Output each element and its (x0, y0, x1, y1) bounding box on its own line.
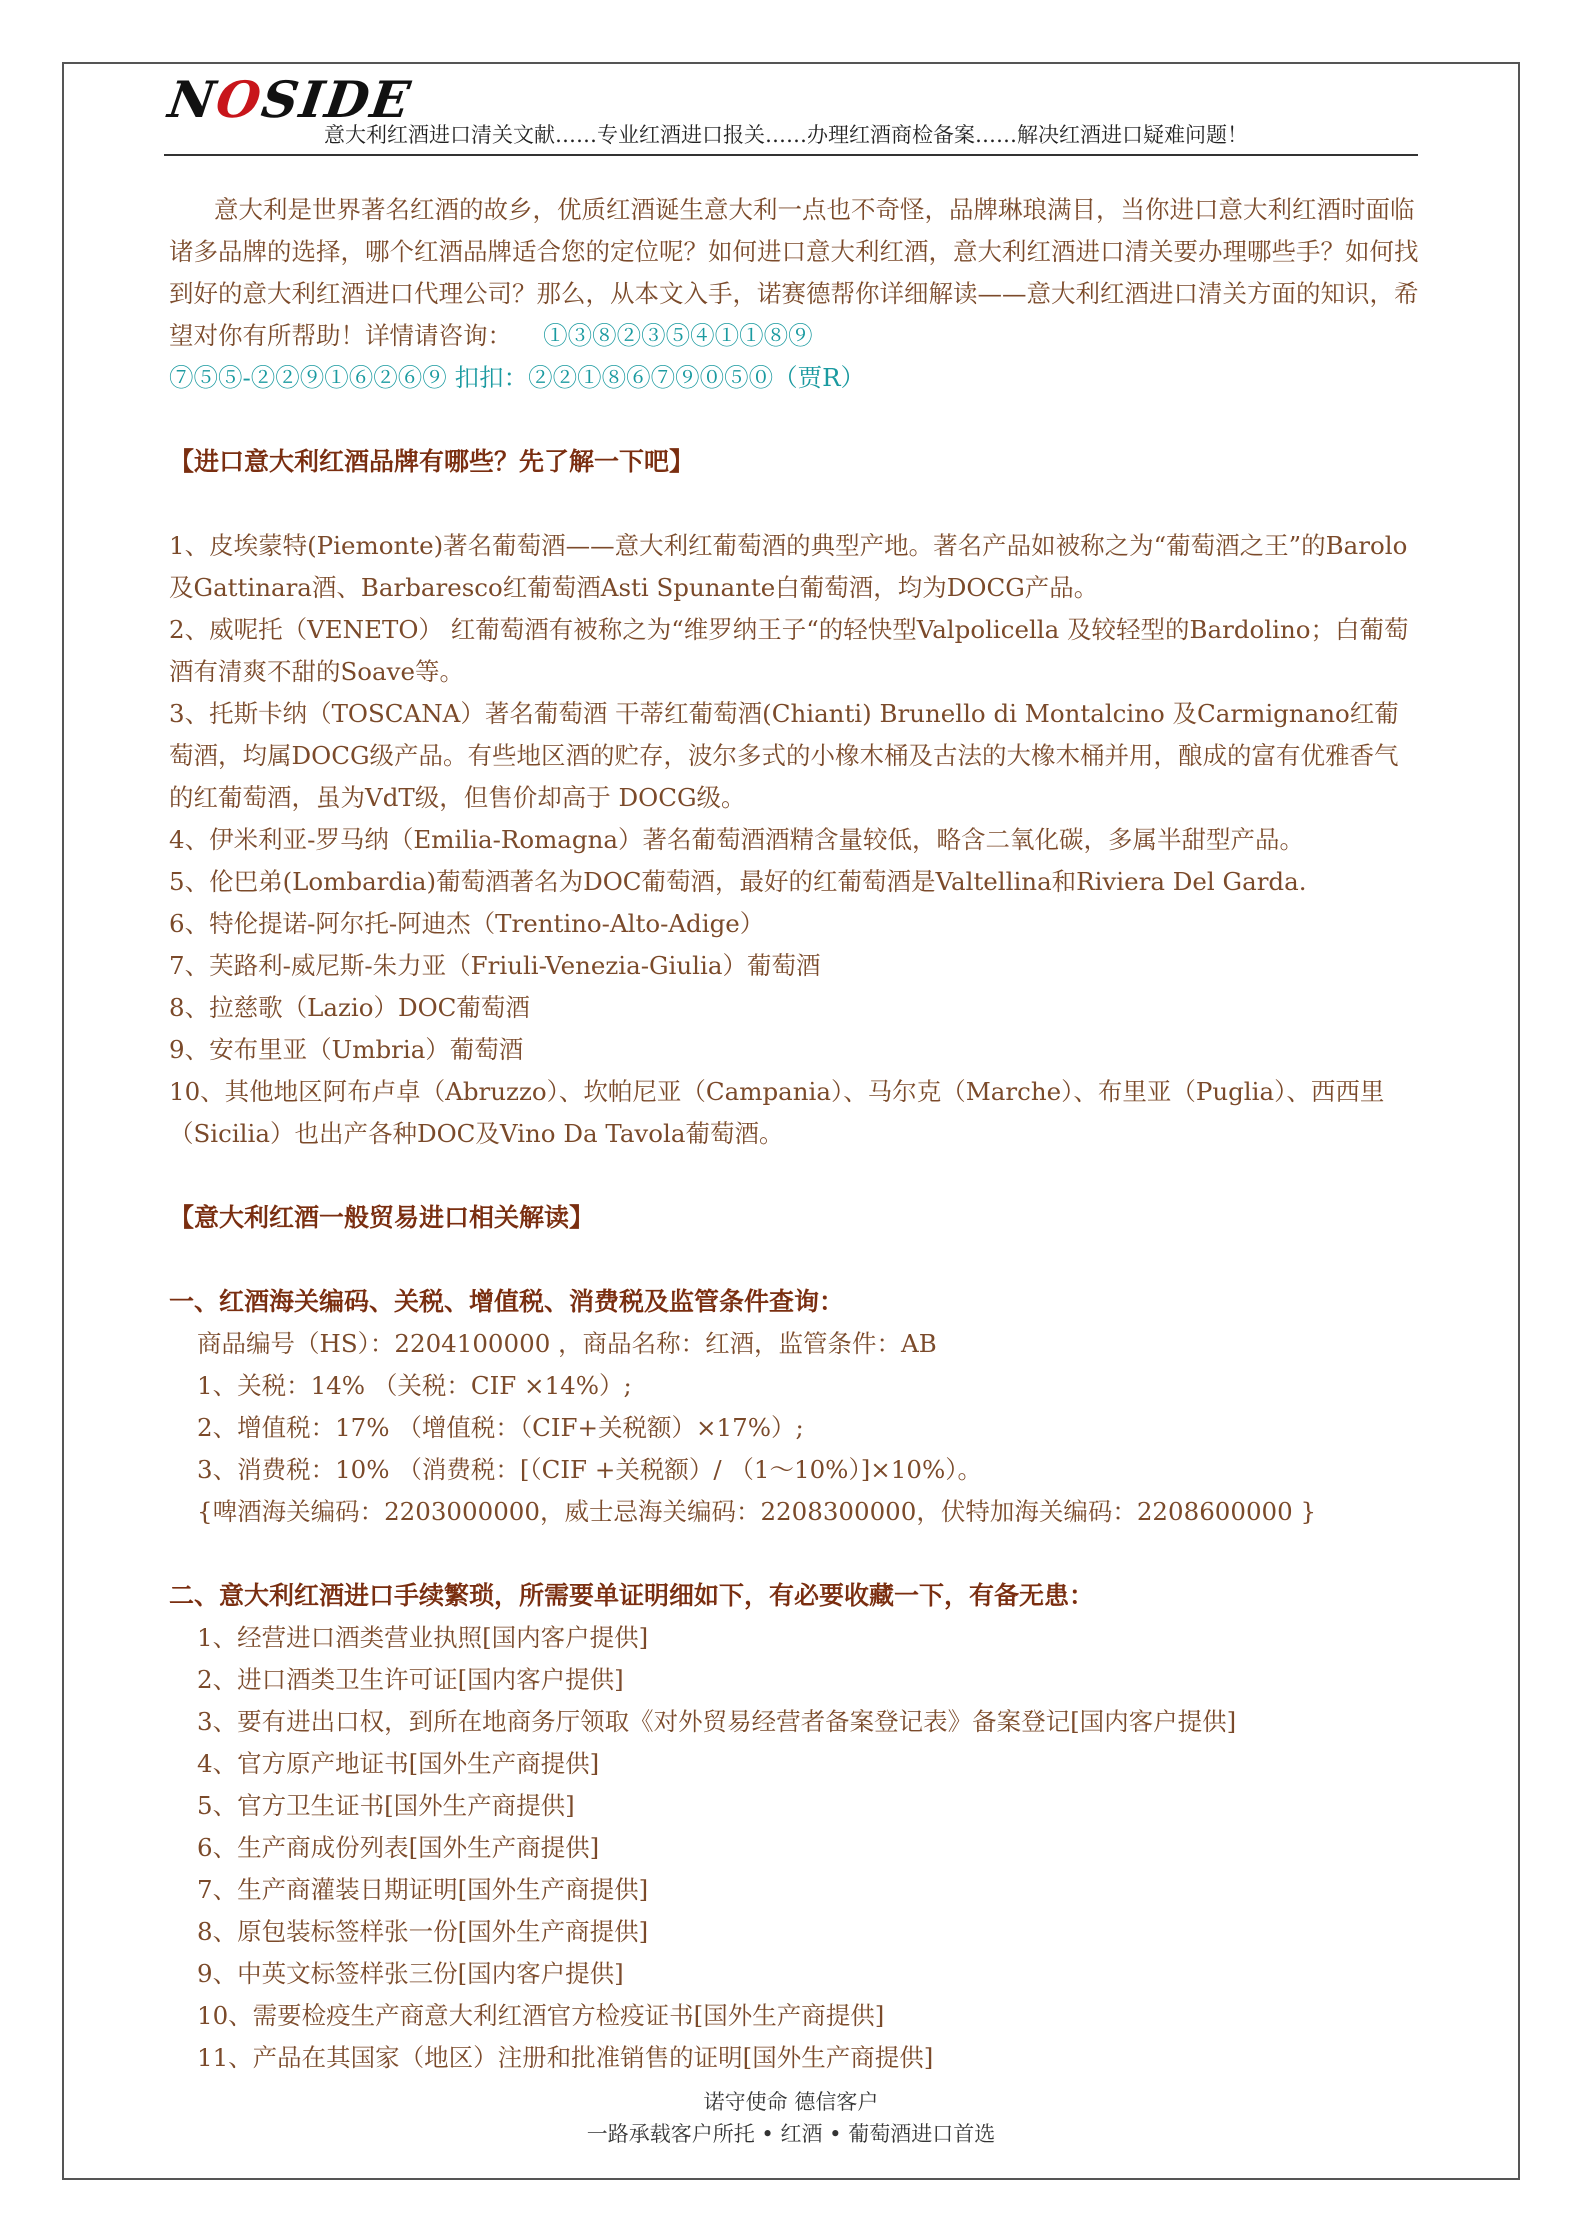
tariff-line: 2、增值税：17% （增值税：（CIF+关税额）×17%）; (197, 1413, 804, 1442)
document-item: 11、产品在其国家（地区）注册和批准销售的证明[国外生产商提供] (197, 2043, 934, 2072)
section2-heading: 【意大利红酒一般贸易进口相关解读】 (169, 1203, 595, 1232)
list-item: 8、拉慈歌（Lazio）DOC葡萄酒 (169, 993, 530, 1022)
contact-line: ⑦⑤⑤-②②⑨①⑥②⑥⑨ 扣扣：②②①⑧⑥⑦⑨⓪⑤⓪（贾R） (169, 363, 866, 392)
list-item: 6、特伦提诺-阿尔托-阿迪杰（Trentino-Alto-Adige） (169, 909, 765, 938)
page-frame (62, 62, 1520, 2180)
intro-text: 意大利是世界著名红酒的故乡，优质红酒诞生意大利一点也不奇怪，品牌琳琅满目，当你进口意大利红酒时面临诸多品牌的选择，哪个红酒品牌适合您的定位呢？如何进口意大利红酒，意大利红酒进口清关要办理哪些手？如何找到好的意大利红酒进口代理公司？那么，从本文入手，诺赛德帮你详细解读——意大利红酒进口清关方面的知识，希望对你有所帮助！详情请咨询： (169, 195, 1419, 350)
list-item: 5、伦巴弟(Lombardia)葡萄酒著名为DOC葡萄酒，最好的红葡萄酒是Valtellina和Riviera Del Garda. (169, 867, 1307, 896)
list-item: 4、伊米利亚-罗马纳（Emilia-Romagna）著名葡萄酒酒精含量较低，略含二氧化碳，多属半甜型产品。 (169, 825, 1304, 854)
documents-list (169, 1617, 1419, 2079)
footer-motto: 诺守使命 德信客户 (703, 2090, 879, 2114)
document-item: 4、官方原产地证书[国外生产商提供] (197, 1749, 600, 1778)
intro-paragraph (169, 189, 1419, 357)
document-item: 7、生产商灌装日期证明[国外生产商提供] (197, 1875, 649, 1904)
brand-list (169, 525, 1419, 1155)
noside-logo: NOSIDE (164, 70, 416, 129)
document-item: 3、要有进出口权，到所在地商务厅领取《对外贸易经营者备案登记表》备案登记[国内客户提供] (197, 1707, 1237, 1736)
contact-phone: ①③⑧②③⑤④①①⑧⑨ (543, 321, 813, 350)
list-item: 3、托斯卡纳（TOSCANA）著名葡萄酒 干蒂红葡萄酒(Chianti) Brunello di Montalcino 及Carmignano红葡萄酒，均属DOCG级产品。有些地区酒的贮存，波尔多式的小橡木桶及古法的大橡木桶并用，酿成的富有优雅香气的红葡萄酒，虽为VdT级，但售价却高于 DOCG级。 (169, 699, 1399, 812)
document-body (169, 189, 1419, 2079)
tariff-line: 1、关税：14% （关税：CIF ×14%）; (197, 1371, 632, 1400)
document-item: 8、原包装标签样张一份[国外生产商提供] (197, 1917, 649, 1946)
tariff-line: 商品编号（HS）：2204100000 ，商品名称：红酒，监管条件：AB (197, 1329, 937, 1358)
list-item: 7、芙路利-威尼斯-朱力亚（Friuli-Venezia-Giulia）葡萄酒 (169, 951, 821, 980)
tariff-list (169, 1323, 1419, 1533)
document-item: 9、中英文标签样张三份[国内客户提供] (197, 1959, 624, 1988)
footer-slogan: 一路承载客户所托 • 红酒 • 葡萄酒进口首选 (586, 2122, 996, 2146)
documents-heading: 二、意大利红酒进口手续繁琐，所需要单证明细如下，有必要收藏一下，有备无患： (169, 1581, 1095, 1610)
page-footer (64, 2086, 1518, 2150)
document-item: 6、生产商成份列表[国外生产商提供] (197, 1833, 600, 1862)
header-divider (164, 154, 1418, 156)
section1-heading: 【进口意大利红酒品牌有哪些？先了解一下吧】 (169, 447, 695, 476)
document-item: 10、需要检疫生产商意大利红酒官方检疫证书[国外生产商提供] (197, 2001, 885, 2030)
list-item: 2、威呢托（VENETO） 红葡萄酒有被称之为“维罗纳王子“的轻快型Valpolicella 及较轻型的Bardolino；白葡萄酒有清爽不甜的Soave等。 (169, 615, 1409, 686)
list-item: 1、皮埃蒙特(Piemonte)著名葡萄酒——意大利红葡萄酒的典型产地。著名产品如被称之为“葡萄酒之王”的Barolo及Gattinara酒、Barbaresco红葡萄酒Asti Spunante白葡萄酒，均为DOCG产品。 (169, 531, 1408, 602)
tariff-line: 3、消费税：10% （消费税：[（CIF +关税额）/ （1～10%）]×10%）。 (197, 1455, 983, 1484)
tariff-line: {啤酒海关编码：2203000000，威士忌海关编码：2208300000，伏特加海关编码：2208600000 } (197, 1497, 1317, 1526)
tariff-heading: 一、红酒海关编码、关税、增值税、消费税及监管条件查询： (169, 1287, 845, 1316)
document-item: 5、官方卫生证书[国外生产商提供] (197, 1791, 575, 1820)
list-item: 10、其他地区阿布卢卓（Abruzzo）、坎帕尼亚（Campania）、马尔克（Marche）、布里亚（Puglia）、西西里（Sicilia）也出产各种DOC及Vino Da Tavola葡萄酒。 (169, 1077, 1385, 1148)
header-tagline: 意大利红酒进口清关文献……专业红酒进口报关……办理红酒商检备案……解决红酒进口疑难问题！ (324, 123, 1248, 147)
document-item: 2、进口酒类卫生许可证[国内客户提供] (197, 1665, 624, 1694)
document-item: 1、经营进口酒类营业执照[国内客户提供] (197, 1623, 649, 1652)
list-item: 9、安布里亚（Umbria）葡萄酒 (169, 1035, 524, 1064)
